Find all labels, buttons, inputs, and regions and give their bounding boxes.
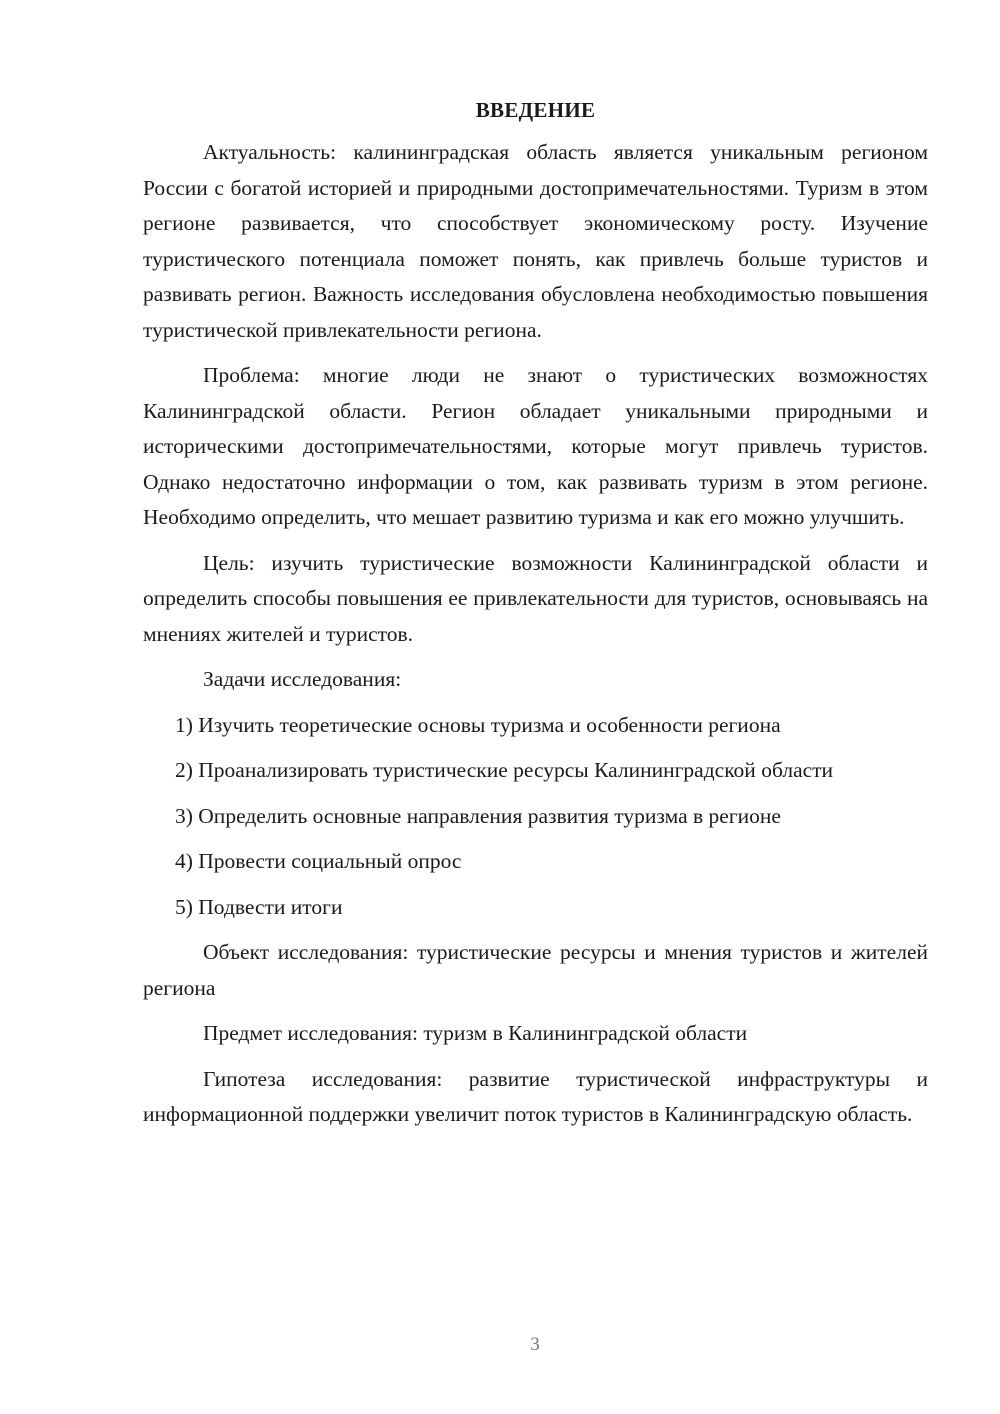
task-item: 2) Проанализировать туристические ресурсы Калининградской области xyxy=(175,758,834,782)
paragraph-object: Объект исследования: туристические ресурсы и мнения туристов и жителей региона xyxy=(143,940,928,1000)
paragraph-problem: Проблема: многие люди не знают о туристических возможностях Калининградской области. Регион обладает уникальными природными и историческими достопримечательностями, которые могут привлечь туристов. Однако недостаточно информации о том, как развивать туризм в этом регионе. Необходимо определить, что мешает развитию туризма и как его можно улучшить. xyxy=(143,363,928,529)
task-item: 5) Подвести итоги xyxy=(175,894,343,919)
task-item: 1) Изучить теоретические основы туризма и особенности региона xyxy=(175,712,781,737)
task-item: 4) Провести социальный опрос xyxy=(175,849,462,873)
document-page xyxy=(143,96,928,1143)
paragraph-relevance: Актуальность: калининградская область является уникальным регионом России с богатой историей и природными достопримечательностями. Туризм в этом регионе развивается, что способствует экономическому росту. Изучение туристического потенциала поможет понять, как привлечь больше туристов и развивать регион. Важность исследования обусловлена необходимостью повышения туристической привлекательности региона. xyxy=(143,140,928,342)
page-number: 3 xyxy=(530,1334,540,1355)
paragraph-subject: Предмет исследования: туризм в Калининградской области xyxy=(203,1021,748,1045)
task-item: 3) Определить основные направления развития туризма в регионе xyxy=(175,803,781,828)
paragraph-goal: Цель: изучить туристические возможности Калининградской области и определить способы повышения ее привлекательности для туристов, основываясь на мнениях жителей и туристов. xyxy=(143,550,928,646)
tasks-heading: Задачи исследования: xyxy=(203,667,402,691)
document-title: ВВЕДЕНИЕ xyxy=(475,98,596,122)
paragraph-hypothesis: Гипотеза исследования: развитие туристической инфраструктуры и информационной поддержки увеличит поток туристов в Калининградскую область. xyxy=(143,1066,928,1126)
